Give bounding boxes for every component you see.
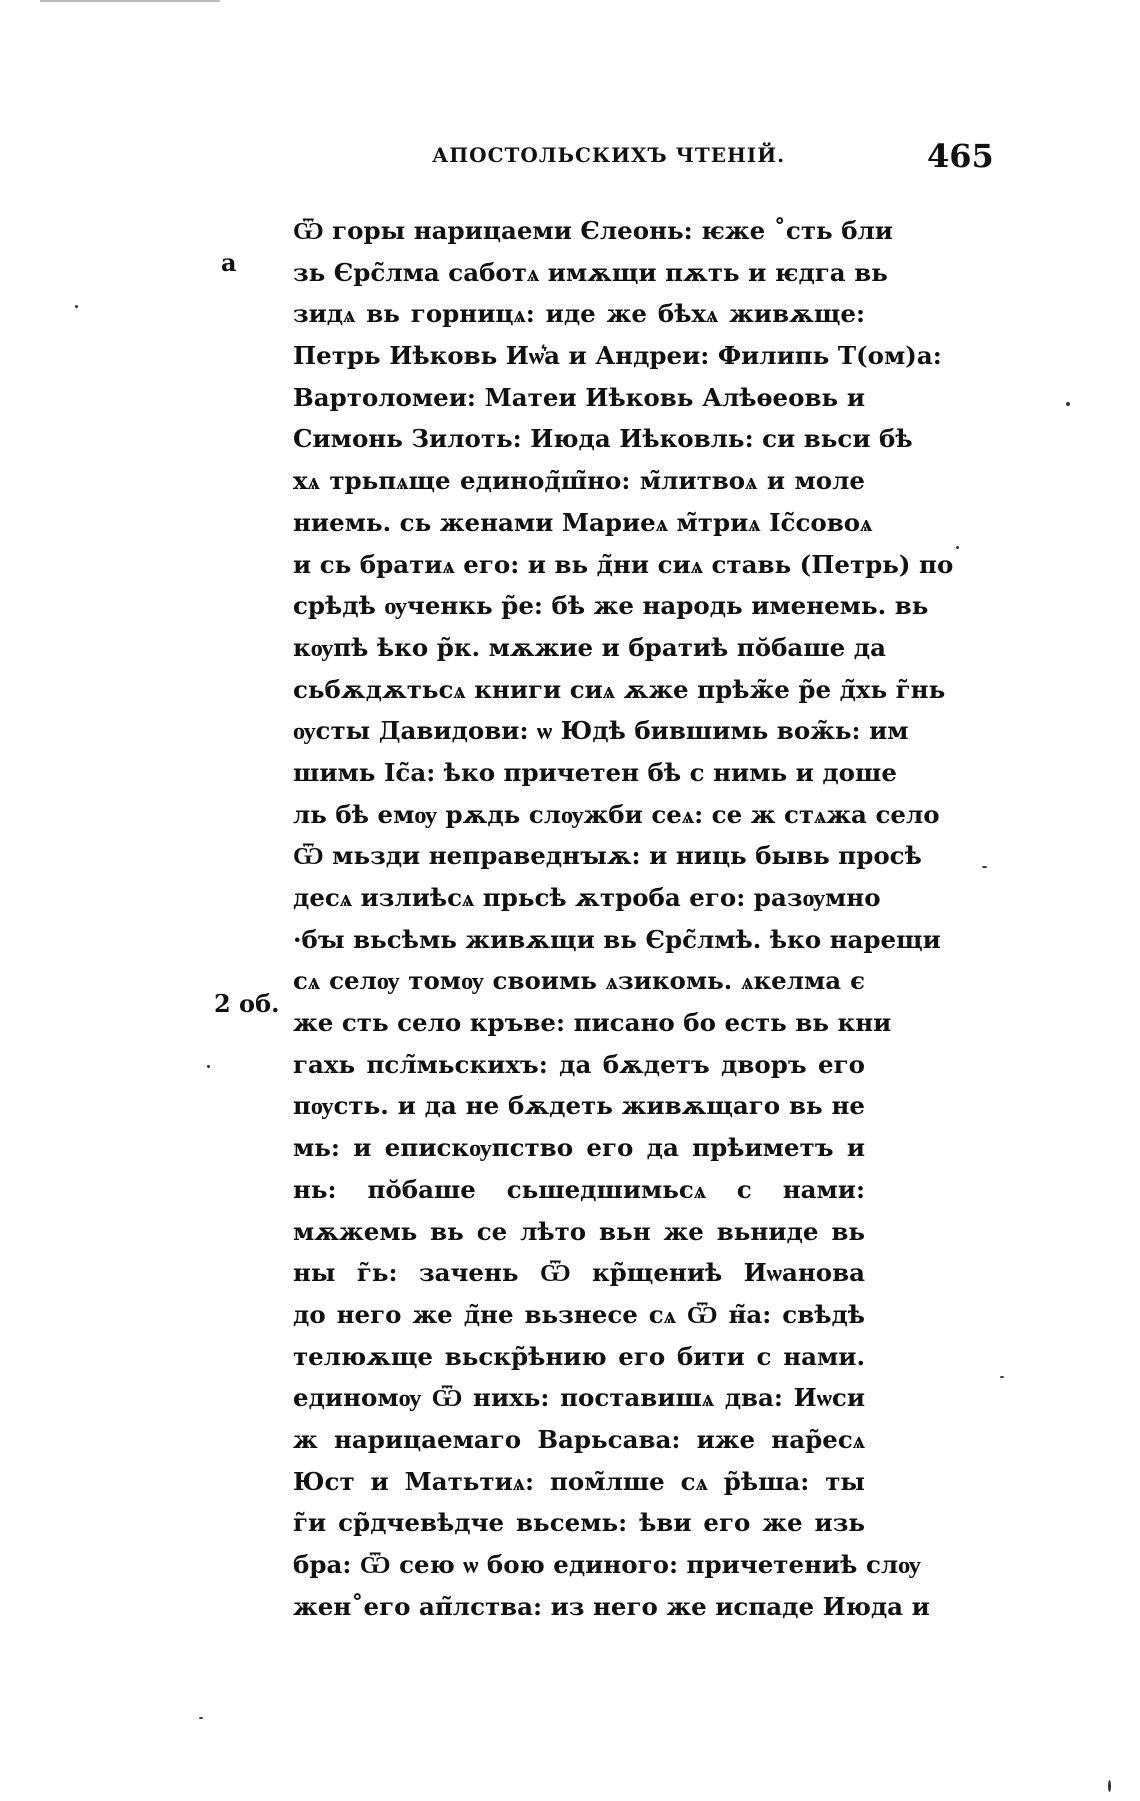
text-line: Юст и Матьтиѧ: пом̃лше сѧ р̃ѣша: ты (293, 1466, 865, 1496)
main-text-block (293, 210, 954, 1627)
ink-speck (207, 1065, 210, 1068)
text-line: сѧ селѹ томѹ своимь ѧзикомь. ѧкелма є (293, 966, 865, 996)
text-line: ль бѣ емѹ рѫдь слѹжби сеѧ: се ж стѧжа село (293, 799, 940, 829)
text-line: мѫжемь вь се лѣто вьн же вьниде вь (293, 1216, 865, 1246)
text-line: шимь Іс̃а: ѣко причетен бѣ с нимь и доше (293, 757, 897, 787)
text-line: сьбѫдѫтьсѧ книги сиѧ ѫже прѣж̃е р̃е д̃хь г̃нь (293, 674, 946, 704)
text-line: зидѧ вь горницѧ: иде же бѣхѧ живѫще: (293, 299, 865, 329)
margin-note-folio: 2 об. (214, 989, 280, 1018)
text-line: гахь псл̃мьскихъ: да бѫдетъ дворъ его (293, 1049, 865, 1079)
ink-speck (982, 866, 987, 868)
text-line: ж нарицаемаго Варьсава: иже нар̃еcѧ (293, 1424, 865, 1454)
text-line: Симонь Зилоть: Июда Иѣковль: си вьси бѣ (293, 424, 913, 454)
text-line: г̃и ср̃дчевѣдче вьсемь: ѣви его же изь (293, 1508, 865, 1538)
text-line: Ѿ горы нарицаеми Єлеонь: ѥже ˚сть бли (293, 216, 893, 245)
text-line: бра: Ѿ сею ѡ бою единого: причетениѣ слѹ (293, 1550, 921, 1579)
ink-speck (75, 305, 78, 308)
text-line: хѧ трьпѧще единод̃ш̃но: м̃литвоѧ и моле (293, 466, 865, 496)
text-line: единомѹ Ѿ нихь: поставишѧ два: Иѡси (293, 1383, 865, 1413)
text-line: срѣдѣ ѹченкь р̃е: бѣ же народь именемь. вь (293, 591, 929, 621)
text-line: ·бꙑ вьсѣмь живѫщи вь Єрс̃лмѣ. ѣко нарещи (293, 924, 941, 954)
text-line: ны г̃ь: зачень Ѿ кр̃щениѣ Иѡанова (293, 1258, 865, 1288)
text-line: до него же д̃не вьзнесе сѧ Ѿ н̃а: свѣдѣ (293, 1299, 865, 1329)
text-line: десѧ излиѣсѧ прьсѣ ѫтроба его: разѹмно (293, 883, 881, 912)
ink-speck (1000, 1376, 1004, 1378)
top-edge-mark (40, 0, 220, 6)
text-line: Вартоломеи: Матеи Иѣковь Алѣѳеовь и (293, 382, 865, 412)
page-header (0, 137, 1140, 183)
text-line: ѹсты Давидови: ѡ Юдѣ бившимь вож̃ь: им (293, 716, 909, 746)
running-title: АПОСТОЛЬСКИХЪ ЧТЕНІЙ. (432, 143, 786, 167)
ink-speck (956, 546, 959, 549)
text-line: же сть село кръве: писано бо есть вь кни (293, 1008, 892, 1038)
text-line: пѹсть. и да не бѫдеть живѫщаго вь не (293, 1091, 865, 1121)
ink-speck (1108, 1780, 1111, 1792)
text-line: нь: по̆баше сьшедшимьсѧ с нами: (293, 1174, 865, 1204)
text-line: Ѿ мьзди неправеднꙑѫ: и ниць бывь просѣ (293, 841, 922, 871)
text-line: кѹпѣ ѣко р̃к. мѫжие и братиѣ по̆баше да (293, 632, 886, 662)
text-line: мь: и епискѹпство его да прѣиметъ и (293, 1133, 865, 1163)
text-line: и сь братиѧ его: и вь д̃ни сиѧ ставь (Петрь) по (293, 549, 954, 579)
ink-speck (1066, 402, 1070, 406)
text-line: Петрь Иѣковь Иѡ͛а и Андреи: Филипь Т(ом)а: (293, 341, 942, 371)
page-number: 465 (927, 137, 994, 175)
text-line: ниемь. сь женами Мариеѧ м̃триѧ Іс̃совоѧ (293, 507, 873, 537)
text-line: телюѫще вьскр̃ѣнию его бити с нами. (293, 1341, 865, 1371)
text-line: зь Єрс̃лма саботѧ имѫщи пѫть и ѥдга вь (293, 257, 888, 287)
text-line: жен˚его ап̃лства: из него же испаде Июда и (293, 1591, 930, 1621)
ink-speck (199, 1717, 203, 1719)
margin-note-a: а (221, 248, 237, 277)
